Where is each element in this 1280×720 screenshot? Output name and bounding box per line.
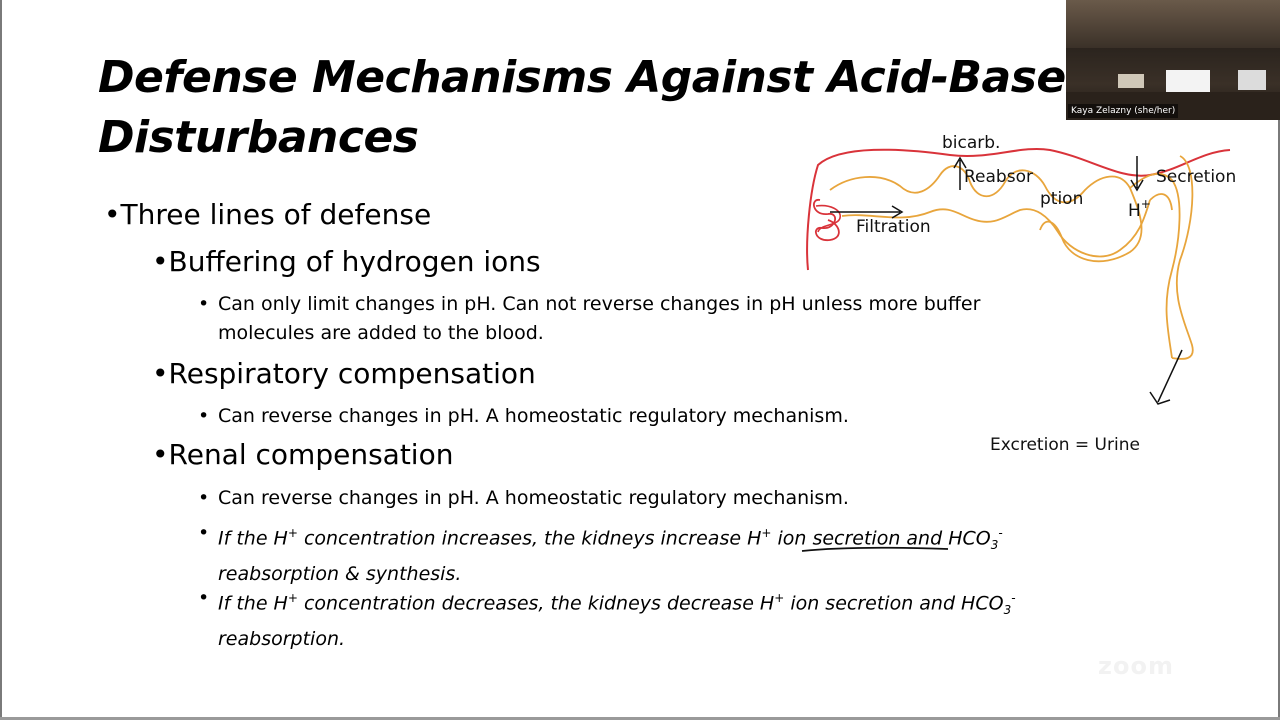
bullet-text: Renal compensation (168, 438, 454, 471)
tubule-ascending (1150, 194, 1172, 210)
bullet-buffering (152, 245, 541, 278)
superscript: + (287, 591, 298, 605)
bullet-respiratory-point (198, 402, 849, 431)
superscript: + (774, 591, 785, 605)
bullet-text: Buffering of hydrogen ions (168, 245, 541, 278)
participant-name: Kaya Zelazny (she/her) (1068, 104, 1178, 118)
room-ceiling (1066, 0, 1280, 48)
slide-left-border (0, 0, 2, 720)
superscript: - (998, 526, 1003, 540)
bullet-text: Respiratory compensation (168, 357, 536, 390)
subscript: 3 (990, 538, 999, 553)
webcam-video[interactable] (1066, 0, 1280, 120)
label-reabsorption-b: ption (1040, 189, 1084, 209)
bullet-dot: • (152, 357, 169, 390)
superscript: - (1011, 591, 1016, 605)
point-line2: reabsorption. (218, 628, 346, 651)
superscript: + (761, 526, 772, 540)
bullet-dot: • (198, 293, 210, 315)
text-part: If the H (218, 592, 288, 615)
bullet-text: Three lines of defense (120, 198, 432, 231)
zoom-watermark: zoom (1098, 652, 1174, 680)
bullet-renal (152, 438, 453, 471)
bullet-dot: • (198, 487, 210, 509)
point-line1: Can reverse changes in pH. A homeostatic regulatory mechanism. (218, 405, 849, 427)
point-line2: molecules are added to the blood. (218, 322, 544, 344)
ink-underline (800, 545, 950, 553)
room-screen (1166, 70, 1210, 92)
slide-title-line2: Disturbances (98, 112, 419, 163)
bullet-h-decrease (198, 584, 1016, 654)
text-part: If the H (218, 527, 288, 550)
bullet-dot: • (104, 198, 121, 231)
bullet-dot: • (152, 245, 169, 278)
point-line1 (218, 519, 1003, 560)
label-excretion: Excretion = Urine (990, 435, 1140, 455)
text-part: concentration decreases, the kidneys decrease H (297, 592, 775, 615)
bullet-dot: • (152, 438, 169, 471)
label-filtration: Filtration (856, 217, 931, 237)
room-screen (1118, 74, 1144, 88)
bullet-h-increase (198, 519, 1003, 589)
label-secretion: Secretion (1156, 167, 1237, 187)
point-line2: reabsorption & synthesis. (218, 563, 462, 586)
bullet-dot: • (198, 522, 210, 544)
bullet-three-lines (104, 198, 431, 231)
label-bicarb: bicarb. (942, 133, 1001, 153)
bullet-dot: • (198, 587, 210, 609)
point-line1 (218, 584, 1016, 625)
bullet-renal-point (198, 484, 849, 513)
slide-title-line1: Defense Mechanisms Against Acid-Base (98, 52, 1066, 103)
bullet-respiratory (152, 357, 536, 390)
bullet-dot: • (198, 405, 210, 427)
h-plus-base: H (1128, 201, 1141, 221)
point-line1: Can reverse changes in pH. A homeostatic regulatory mechanism. (218, 487, 849, 509)
text-part: ion secretion and HCO (784, 592, 1004, 615)
subscript: 3 (1003, 603, 1012, 618)
point-line1: Can only limit changes in pH. Can not reverse changes in pH unless more buffer (218, 293, 981, 315)
superscript: + (287, 526, 298, 540)
label-reabsorption-a: Reabsor (964, 167, 1033, 187)
nephron-drawing (800, 120, 1260, 470)
text-part: concentration increases, the kidneys increase H (297, 527, 762, 550)
h-plus-sup: + (1140, 197, 1151, 211)
text-part: ion secretion and HCO (771, 527, 991, 550)
label-h-plus (1128, 197, 1151, 221)
room-screen (1238, 70, 1266, 90)
